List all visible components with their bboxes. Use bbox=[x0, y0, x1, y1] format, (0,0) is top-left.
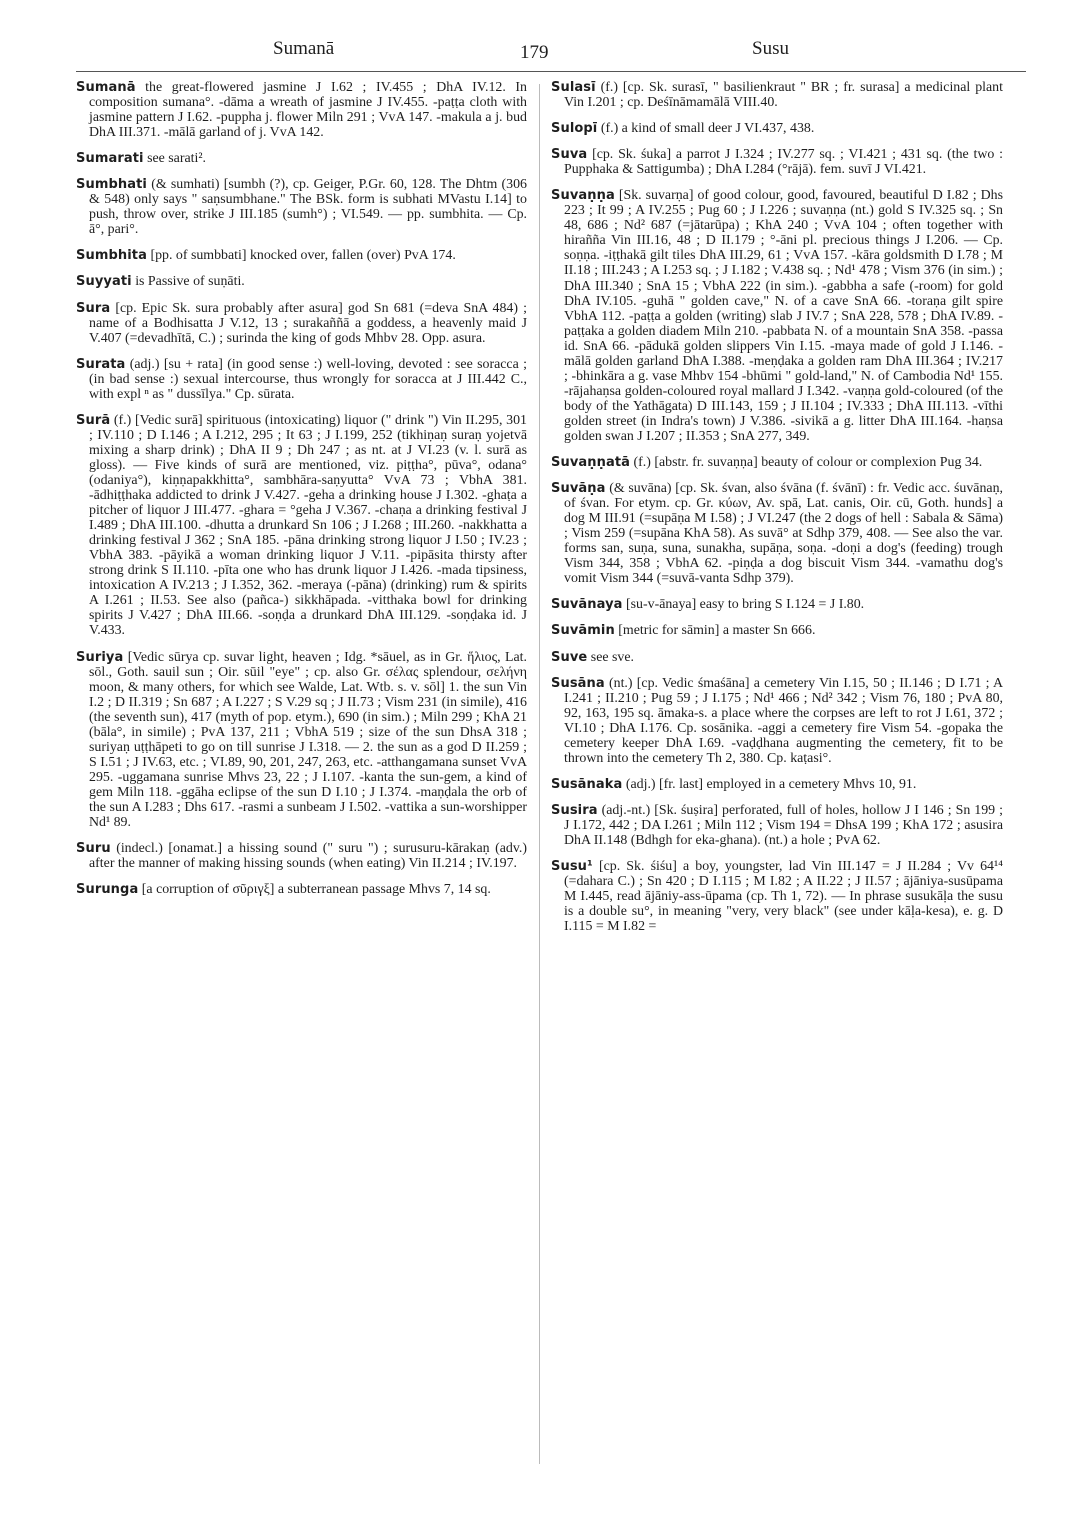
entry-headword: Suvaṇṇa bbox=[551, 188, 615, 204]
entry-headword: Sumarati bbox=[76, 151, 144, 167]
right-column bbox=[551, 80, 1003, 945]
entry-definition: (& suvāna) [cp. Sk. śvan, also śvāna (f. śvānī) : fr. Vedic acc. śuvānaṇ, of śvan. For etym. cp. Gr. κύων, Av. spā, Lat. canis, Oir. cū, Goth. hunds] a dog M III.91 (=supāṇa M I.58) ; J VI.247 (the 2 dogs of hell : Sabala & Sāma) ; Vism 259 (=supāna KhA 58). As suvā° at Sdhp 379, 408. — See also the var. forms san, suṇa, suna, sunakha, supāṇa, soṇa. -doṇi a dog's (feeding) trough Vism 344, 358 ; VbhA 62. -piṇḍa a dog biscuit Vism 344. -vamathu dog's vomit Vism 344 (=suvā-vanta Sdhp 379). bbox=[564, 481, 1003, 587]
entry-headword: Surā bbox=[76, 412, 111, 428]
dictionary-entry bbox=[76, 301, 527, 346]
dictionary-entry bbox=[551, 803, 1003, 848]
dictionary-entry bbox=[551, 859, 1003, 934]
header-rule bbox=[76, 71, 1026, 72]
entry-definition: (adj.-nt.) [Sk. śuṣira] perforated, full of holes, hollow J I 146 ; Sn 199 ; J I.172, 442 ; DA I.261 ; Miln 112 ; Vism 194 = DhsA 199 ; KhA 172 ; asusira DhA II.148 (Bdhgh for eka-ghana). (nt.) a hole ; PvA 62. bbox=[564, 802, 1003, 848]
dictionary-entry bbox=[551, 623, 1003, 638]
running-head-left: Sumanā bbox=[273, 38, 335, 59]
entry-definition: [Sk. suvarṇa] of good colour, good, favoured, beautiful D I.82 ; Dhs 223 ; It 99 ; A IV.255 ; Pug 60 ; J I.226 ; suvaṇṇa (nt.) gold S IV.325 sq. ; Sn 48, 686 ; Nd² 687 (=jātarūpa) ; KhA 240 ; VvA 104 ; often together with hirañña Vin III.16, 48 ; D II.179 ; °-āni pl. precious things J I.206. — Cp. soṇṇa. -iṭṭhakā gilt tiles DhA III.29, 61 ; VvA 157. -kāra goldsmith D I.78 ; M II.18 ; III.243 ; A I.253 sq. ; J I.182 ; V.438 sq. ; Nd¹ 478 ; Vism 376 (in sim.) ; DhA III.340 ; SnA 15 ; VbhA 222 (in sim.). -gabbha a safe (-room) for gold DhA IV.105. -guhā " golden cave," N. of a cave SnA 66. -toraṇa gilt spire VbhA 112. -paṭṭa a golden (writing) slab J IV.7 ; SnA 228, 578 ; DhA IV.89. -paṭṭaka a golden diadem Miln 210. -pabbata N. of a mountain SnA 358. -passa id. SnA 66. -pādukā golden slippers Vin I.15. -maya made of gold J I.146. -mālā golden garland DhA I.388. -meṇḍaka a golden ram DhA III.364 ; IV.217 ; -bhinkāra a g. vase Mhbv 154 -bhūmi " gold-land," N. of Cambodia Nd¹ 155. -rājahaṇsa golden-coloured royal mallard J I.342. -vaṇṇa gold-coloured (of the body of the Yathāgata) D III.143, 159 ; J II.104 ; IV.333 ; DhA III.113. -vīthi golden street (in Indra's town) J V.386. -sivikā a g. litter DhA III.164. -haṇsa golden swan J I.207 ; II.353 ; SnA 277, 349. bbox=[564, 188, 1003, 444]
entry-headword: Sulasī bbox=[551, 80, 596, 95]
entry-headword: Suva bbox=[551, 147, 588, 163]
left-column bbox=[76, 80, 527, 908]
entry-definition: [a corruption of σῦριγξ] a subterranean passage Mhvs 7, 14 sq. bbox=[138, 882, 491, 898]
dictionary-entry bbox=[76, 841, 527, 871]
dictionary-entry bbox=[551, 455, 1003, 470]
entry-definition: see sve. bbox=[587, 649, 634, 665]
dictionary-entry bbox=[551, 147, 1003, 177]
entry-headword: Suvaṇṇatā bbox=[551, 455, 631, 471]
entry-headword: Susāna bbox=[551, 675, 605, 691]
entry-definition: (f.) [cp. Sk. surasī, " basilienkraut " BR ; fr. surasa] a medicinal plant Vin I.201 ; cp. Deśīnāmamālā VIII.40. bbox=[564, 80, 1003, 111]
dictionary-entry bbox=[551, 188, 1003, 444]
column-divider bbox=[539, 84, 540, 1464]
entry-definition: [Vedic sūrya cp. suvar light, heaven ; Idg. *sāuel, as in Gr. ἥλιος, Lat. sōl., Goth. sauil sun ; Oir. sūil "eye" ; cp. also Gr. σέλας splendour, σελήνη moon, & many others, for which see Walde, Lat. Wtb. s. v. sōl] 1. the sun Vin I.2 ; D II.319 ; Sn 687 ; A I.227 ; S V.29 sq ; J II.73 ; Vism 231 (in simile), 416 (the seventh sun), 417 (myth of pop. etym.), 690 (in sim.) ; Miln 299 ; KhA 21 (bāla°, in simile) ; PvA 137, 211 ; VbhA 519 ; size of the sun DhsA 318 ; suriyaṇ uṭṭhāpeti to go on till sunrise J I.318. — 2. the sun as a god D II.259 ; S I.51 ; J IV.63, etc. ; VI.89, 90, 201, 247, 263, etc. -atthangamana sunset VvA 295. -uggamana sunrise Mhvs 23, 22 ; J I.107. -kanta the sun-gem, a kind of gem Miln 118. -ggāha eclipse of the sun D I.10 ; J I.374. -maṇḍala the orb of the sun A I.283 ; Dhs 617. -rasmi a sunbeam J I.502. -vattika a sun-worshipper Nd¹ 89. bbox=[89, 649, 527, 831]
entry-definition: (f.) a kind of small deer J VI.437, 438. bbox=[597, 121, 815, 137]
dictionary-entry bbox=[76, 650, 527, 831]
entry-headword: Suvāmin bbox=[551, 623, 615, 639]
entry-headword: Sura bbox=[76, 300, 111, 316]
dictionary-entry bbox=[551, 650, 1003, 665]
entry-definition: see sarati². bbox=[143, 151, 206, 167]
entry-definition: [su-v-ānaya] easy to bring S I.124 = J I.80. bbox=[622, 597, 865, 613]
entry-headword: Susira bbox=[551, 802, 598, 818]
entry-headword: Surata bbox=[76, 356, 126, 372]
entry-definition: (& sumhati) [sumbh (?), cp. Geiger, P.Gr. 60, 128. The Dhtm (306 & 548) only says " saṇsumbhane." The BSk. form is subhati MVastu I.14] to push, throw over, strike J III.185 (sumh°) ; VI.549. — pp. sumbhita. — Cp. ā°, pari°. bbox=[89, 177, 527, 238]
entry-headword: Sumanā bbox=[76, 80, 136, 95]
page-number: 179 bbox=[520, 42, 549, 63]
entry-definition: [cp. Epic Sk. sura probably after asura] god Sn 681 (=deva SnA 484) ; name of a Bodhisatta J V.12, 13 ; surakaññā a goddess, a heavenly maid J V.407 (=devadhītā, C.) ; surinda the king of gods Mhbv 28. Opp. asura. bbox=[89, 300, 527, 346]
entry-definition: (f.) [Vedic surā] spirituous (intoxicating) liquor (" drink ") Vin II.295, 301 ; IV.110 ; D I.146 ; A I.212, 295 ; It 63 ; J I.199, 252 (tikhiṇaṇ suraṇ yojetvā mixing a sharp drink) ; DhA II 9 ; Dh 247 ; as nt. at J VI.23 (v. l. surā as gloss). — Five kinds of surā are mentioned, viz. piṭṭha°, pūva°, odana° (odaniya°), kiṇṇapakkhitta°, sambhāra-saṇyutta° VvA 73 ; VbhA 381. -ādhiṭṭhaka addicted to drink J V.427. -geha a drinking house J I.302. -ghaṭa a pitcher of liquor J III.477. -ghara = °geha J V.367. -chaṇa a drinking festival J I.489 ; DhA III.100. -dhutta a drunkard Sn 106 ; J I.268 ; III.260. -nakkhatta a drinking festival J 362 ; SnA 185. -pāna drinking strong liquor J I.50 ; IV.23 ; VbhA 383. -pāyikā a woman drinking liquor J V.11. -pipāsita thirsty after strong drink S II.110. -pīta one who has drunk liquor J I.426. -mada tipsiness, intoxication A IV.213 ; J I.352, 362. -meraya (-pāna) (drinking) rum & spirits A I.261 ; II.53. See also (pañca-) sikkhāpada. -vitthaka bowl for drinking spirits J V.427 ; DhA III.66. -soṇḍa a drunkard DhA III.129. -soṇḍaka id. J V.433. bbox=[89, 412, 527, 639]
dictionary-entry bbox=[76, 151, 527, 166]
entry-definition: (f.) [abstr. fr. suvaṇṇa] beauty of colour or complexion Pug 34. bbox=[630, 455, 983, 471]
entry-definition: [pp. of sumbbati] knocked over, fallen (over) PvA 174. bbox=[146, 248, 456, 264]
entry-headword: Sumbhati bbox=[76, 177, 147, 193]
entry-headword: Suvāṇa bbox=[551, 481, 606, 497]
entry-headword: Suvānaya bbox=[551, 597, 623, 613]
entry-headword: Suyyati bbox=[76, 274, 132, 290]
entry-definition: (indecl.) [onamat.] a hissing sound (" suru ") ; surusuru-kārakaṇ (adv.) after the manner of making hissing sounds (when eating) Vin II.214 ; IV.197. bbox=[89, 841, 527, 872]
entry-headword: Suve bbox=[551, 649, 588, 665]
entry-headword: Susānaka bbox=[551, 776, 623, 792]
dictionary-entry bbox=[76, 274, 527, 289]
dictionary-entry bbox=[551, 777, 1003, 792]
dictionary-entry bbox=[76, 413, 527, 639]
running-head-right: Susu bbox=[752, 38, 789, 59]
entry-headword: Suru bbox=[76, 841, 111, 857]
entry-headword: Surunga bbox=[76, 882, 139, 898]
dictionary-entry bbox=[76, 177, 527, 237]
dictionary-entry bbox=[76, 80, 527, 140]
entry-definition: [metric for sāmin] a master Sn 666. bbox=[614, 623, 816, 639]
dictionary-entry bbox=[76, 357, 527, 402]
entry-definition: (nt.) [cp. Vedic śmaśāna] a cemetery Vin I.15, 50 ; II.146 ; D I.71 ; A I.241 ; II.210 ; Pug 59 ; J I.175 ; Nd¹ 466 ; Nd² 342 ; Vism 76, 180 ; PvA 80, 92, 163, 195 sq. āmaka-s. a place where the corpses are left to rot J I.61, 372 ; VI.10 ; DhA I.176. Cp. sosānika. -aggi a cemetery fire Vism 54. -gopaka the cemetery keeper DhA I.69. -vaḍḍhana augmenting the cemetery, fit to be thrown into the cemetery Th 2, 380. Cp. kaṭasi°. bbox=[564, 675, 1003, 766]
entry-headword: Sumbhita bbox=[76, 248, 147, 264]
dictionary-entry bbox=[551, 80, 1003, 110]
dictionary-entry bbox=[551, 597, 1003, 612]
dictionary-entry bbox=[551, 121, 1003, 136]
entry-headword: Sulopī bbox=[551, 121, 598, 137]
dictionary-entry bbox=[551, 481, 1003, 586]
entry-headword: Susu¹ bbox=[551, 859, 593, 875]
entry-definition: (adj.) [su + rata] (in good sense :) well-loving, devoted : see soracca ; (in bad sense :) sexual intercourse, thus wrongly for soracca at J III.442 C., with expl ⁿ as " dussīlya." Cp. sūrata. bbox=[89, 356, 527, 402]
entry-definition: is Passive of suṇāti. bbox=[131, 274, 245, 290]
dictionary-entry bbox=[76, 882, 527, 897]
entry-definition: (adj.) [fr. last] employed in a cemetery Mhvs 10, 91. bbox=[622, 776, 917, 792]
entry-definition: [cp. Sk. śiśu] a boy, youngster, lad Vin III.147 = J II.284 ; Vv 64¹⁴ (=dahara C.) ; Sn 420 ; D I.115 ; M I.82 ; A II.22 ; J II.57 ; ājāniya-susūpama M I.445, read ājāniy-ass-ūpama (cp. Th 1, 72). — In phrase susukāḷa the susu is a double su°, in meaning "very, very black" (see under kāḷa-kesa), e. g. D I.115 = M I.82 = bbox=[564, 859, 1003, 935]
page-header bbox=[0, 38, 1073, 68]
dictionary-entry bbox=[76, 248, 527, 263]
entry-definition: the great-flowered jasmine J I.62 ; IV.455 ; DhA IV.12. In composition sumana°. -dāma a wreath of jasmine J IV.455. -paṭṭa cloth with jasmine pattern J I.62. -puppha j. flower Miln 291 ; VvA 147. -makula a j. bud DhA III.371. -mālā garland of j. VvA 142. bbox=[89, 80, 527, 141]
entry-headword: Suriya bbox=[76, 649, 124, 665]
entry-definition: [cp. Sk. śuka] a parrot J I.324 ; IV.277 sq. ; VI.421 ; 431 sq. (the two : Pupphaka & Sattigumba) ; DhA I.284 (°rājā). fem. suvī J VI.421. bbox=[564, 147, 1003, 178]
dictionary-entry bbox=[551, 676, 1003, 766]
